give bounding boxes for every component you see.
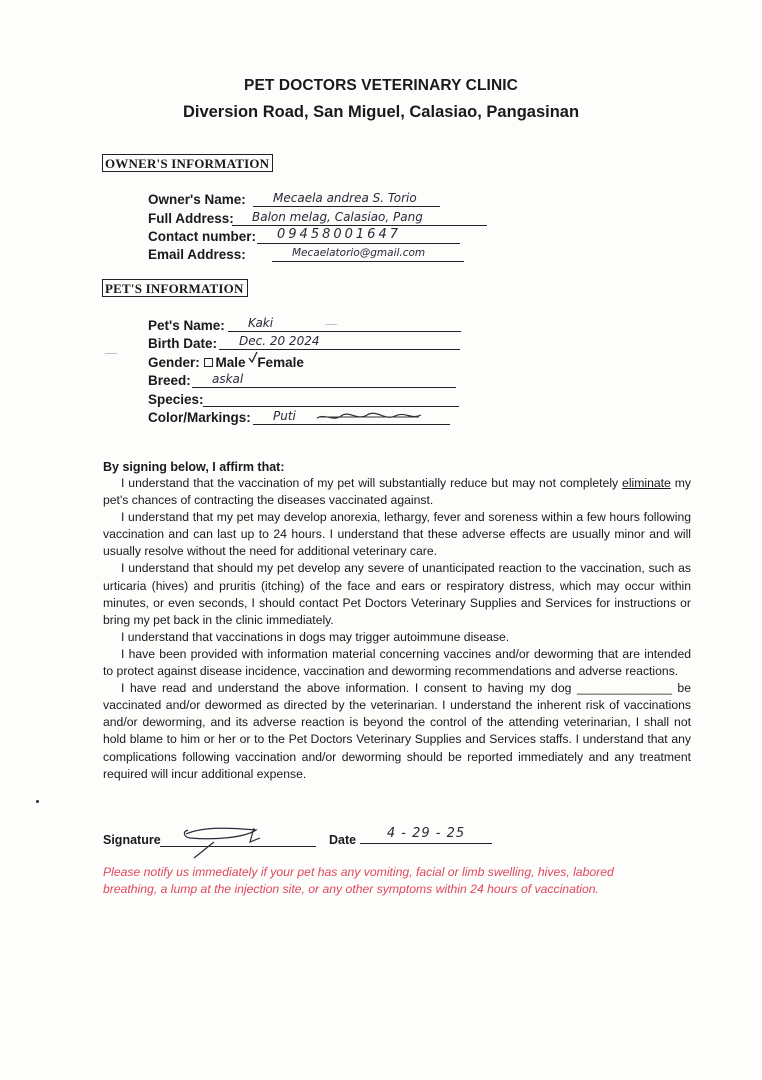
gender-male-checkbox[interactable] — [204, 358, 213, 367]
color-markings-label: Color/Markings: — [148, 410, 251, 425]
full-address-label: Full Address: — [148, 211, 234, 226]
owner-section-heading: OWNER'S INFORMATION — [102, 154, 273, 172]
color-markings-value: Puti — [273, 409, 296, 423]
consent-p6-text: I have read and understand the above information. I consent to having my dog — [121, 681, 577, 696]
pet-section-heading: PET'S INFORMATION — [102, 279, 248, 297]
affirm-title: By signing below, I affirm that: — [103, 460, 285, 474]
notice-text: Please notify us immediately if your pet has any vomiting, facial or limb swelling, hives, labored breathing, a lump at the injection site, or any other symptoms within 24 hours of vaccination. — [103, 865, 614, 896]
signature-field[interactable] — [160, 830, 316, 847]
species-label: Species: — [148, 392, 204, 407]
gender-female-label: Female — [257, 355, 304, 370]
consent-paragraph — [103, 475, 691, 509]
scan-mark — [324, 324, 338, 325]
date-field[interactable]: 4 - 29 - 25 — [360, 827, 492, 844]
clinic-name: PET DOCTORS VETERINARY CLINIC — [244, 77, 518, 94]
species-field[interactable] — [203, 391, 459, 407]
birth-date-label: Birth Date: — [148, 336, 218, 351]
pet-name-label: Pet's Name: — [148, 318, 225, 333]
consent-p6-text-end: be vaccinated and/or dewormed as directed by the veterinarian. I understand the inherent risk of vaccinations and/or deworming, and its adverse reaction is beyond the control of the attending veterinarian, I shall not hold blame to him or her or to the Pet Doctors Veterinary Supplies and Services staffs. I understand that any complications following vaccination and/or deworming should be reported immediately and any treatment required will incur additional expense. — [103, 681, 691, 781]
consent-paragraph — [103, 680, 691, 783]
consent-paragraph: I have been provided with information material concerning vaccines and/or deworming that are intended to protect against disease incidence, vaccination and deworming recommendations and adverse reactions. — [103, 646, 691, 679]
consent-paragraph: I understand that should my pet develop any severe of unanticipated reaction to the vaccination, such as urticaria (hives) and pruritis (itching) of the face and ears or respiratory distress, which may occur within minutes, or even seconds, I should contact Pet Doctors Veterinary Supplies and Services for instructions or bring my pet back in the clinic immediately. — [103, 561, 691, 627]
email-address-field[interactable]: Mecaelatorio@gmail.com — [272, 246, 464, 262]
owner-name-field[interactable]: Mecaela andrea S. Torio — [253, 191, 440, 207]
date-label: Date — [329, 833, 357, 847]
consent-p1-underlined: eliminate — [622, 476, 671, 490]
consent-p1-text: I understand that the vaccination of my pet will substantially reduce but may not completely — [121, 476, 623, 490]
contact-number-label: Contact number: — [148, 229, 256, 244]
full-address-field[interactable]: Balon melag, Calasiao, Pang — [232, 210, 487, 226]
scan-speck — [36, 800, 39, 803]
breed-label: Breed: — [148, 373, 191, 388]
consent-text — [103, 475, 691, 783]
dog-name-blank[interactable]: ______________ — [576, 681, 672, 696]
gender-label: Gender: — [148, 355, 200, 370]
gender-female-check-icon[interactable] — [249, 359, 257, 367]
scan-mark — [104, 353, 118, 354]
consent-paragraph: I understand that my pet may develop anorexia, lethargy, fever and soreness within a few hours following vaccination and can last up to 24 hours. I understand that these adverse effects are usually minor and will usually resolve without the need for additional veterinary care. — [103, 510, 691, 559]
signature-label: Signature — [103, 833, 161, 847]
breed-field[interactable]: askal — [192, 372, 456, 388]
color-markings-field[interactable] — [253, 409, 450, 425]
scribble-icon — [315, 411, 425, 423]
clinic-address: Diversion Road, San Miguel, Calasiao, Pangasinan — [182, 103, 580, 121]
signature-icon — [174, 820, 274, 860]
gender-male-label: Male — [215, 355, 246, 370]
birth-date-field[interactable]: Dec. 20 2024 — [219, 334, 460, 350]
contact-number-field[interactable]: 09458001647 — [257, 228, 460, 244]
pet-name-field[interactable]: Kaki — [228, 316, 461, 332]
email-address-label: Email Address: — [148, 247, 246, 262]
consent-paragraph: I understand that vaccinations in dogs may trigger autoimmune disease. — [121, 629, 510, 644]
gender-row — [148, 355, 304, 370]
consent-p1-text-end: my pet's chances of contracting the diseases vaccinated against. — [103, 476, 691, 508]
owner-name-label: Owner's Name: — [148, 192, 246, 207]
